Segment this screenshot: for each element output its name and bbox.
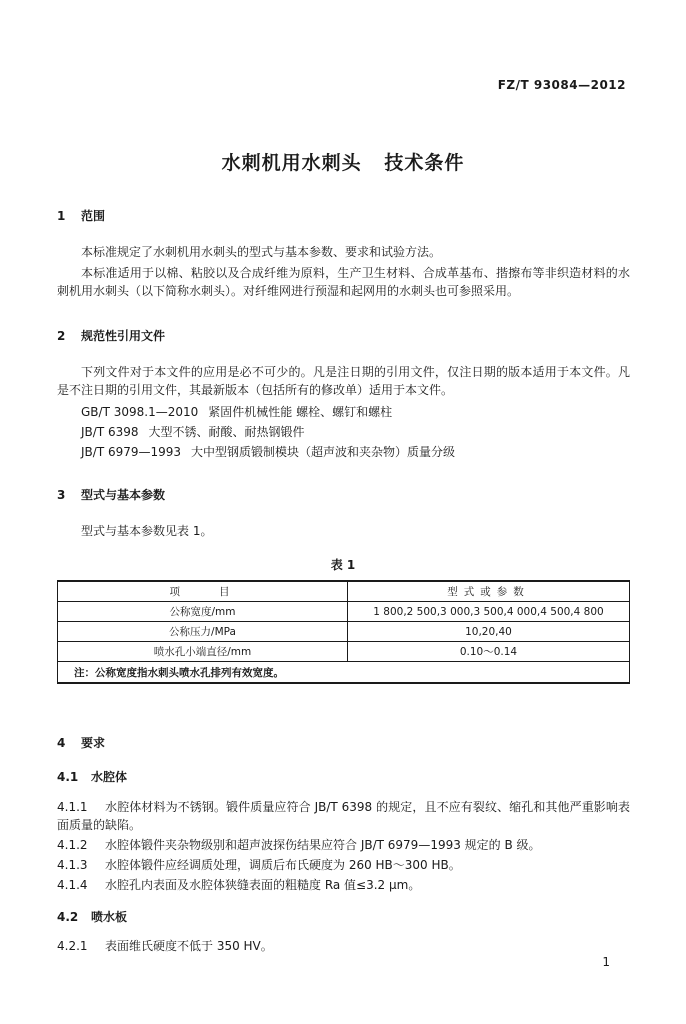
section-3-heading bbox=[57, 486, 165, 503]
standard-code: FZ/T 93084—2012 bbox=[497, 78, 626, 92]
clause-text: 水腔体材料为不锈钢。锻件质量应符合 JB/T 6398 的规定，且不应有裂纹、缩孔和其他严重影响表面质量的缺陷。 bbox=[57, 800, 630, 832]
reference-code: JB/T 6398 bbox=[81, 425, 139, 439]
table-cell: 1 800,2 500,3 000,3 500,4 000,4 500,4 800 bbox=[348, 602, 630, 622]
section-title: 型式与基本参数 bbox=[81, 488, 166, 502]
column-header-item: 项 目 bbox=[58, 581, 348, 602]
column-header-value: 型式或参数 bbox=[348, 581, 630, 602]
section-2-paragraph: 下列文件对于本文件的应用是必不可少的。凡是注日期的引用文件，仅注日期的版本适用于本文件。凡是不注日期的引用文件，其最新版本（包括所有的修改单）适用于本文件。 bbox=[57, 365, 630, 397]
clause-4-1-1 bbox=[57, 798, 630, 834]
reference-title: 大中型钢质锻制模块（超声波和夹杂物）质量分级 bbox=[191, 445, 456, 459]
reference-code: JB/T 6979—1993 bbox=[81, 445, 182, 459]
section-4-heading bbox=[57, 734, 105, 751]
subsection-number: 4.2 bbox=[57, 910, 79, 924]
subsection-4-1-heading bbox=[57, 768, 127, 785]
section-1-paragraph-2: 本标准适用于以棉、粘胶以及合成纤维为原料，生产卫生材料、合成革基布、揩擦布等非织造材料的水刺机用水刺头（以下简称水刺头）。对纤维网进行预湿和起网用的水刺头也可参照采用。 bbox=[57, 266, 630, 298]
subsection-title: 水腔体 bbox=[91, 770, 128, 784]
section-2-heading bbox=[57, 327, 165, 344]
table-cell: 公称宽度/mm bbox=[58, 602, 348, 622]
subsection-title: 喷水板 bbox=[91, 910, 128, 924]
clause-4-1-2 bbox=[57, 836, 630, 854]
clause-number: 4.1.3 bbox=[57, 858, 88, 872]
clause-number: 4.1.2 bbox=[57, 838, 88, 852]
clause-number: 4.1.1 bbox=[57, 800, 88, 814]
clause-number: 4.2.1 bbox=[57, 939, 88, 953]
table-note: 注：公称宽度指水刺头喷水孔排列有效宽度。 bbox=[58, 662, 630, 684]
clause-text: 表面维氏硬度不低于 350 HV。 bbox=[105, 939, 273, 953]
section-number: 3 bbox=[57, 488, 66, 502]
section-number: 4 bbox=[57, 736, 66, 750]
section-title: 规范性引用文件 bbox=[81, 329, 166, 343]
clause-4-2-1 bbox=[57, 937, 630, 955]
normative-reference bbox=[81, 443, 455, 461]
table-cell: 0.10～0.14 bbox=[348, 642, 630, 662]
table-cell: 喷水孔小端直径/mm bbox=[58, 642, 348, 662]
reference-title: 大型不锈、耐酸、耐热钢锻件 bbox=[148, 425, 305, 439]
section-3-paragraph: 型式与基本参数见表 1。 bbox=[81, 524, 213, 538]
section-1-heading bbox=[57, 207, 105, 224]
table-note-row bbox=[58, 662, 630, 684]
reference-title: 紧固件机械性能 螺栓、螺钉和螺柱 bbox=[208, 405, 393, 419]
table-header-row bbox=[58, 581, 630, 602]
table-cell: 10,20,40 bbox=[348, 622, 630, 642]
table-caption: 表 1 bbox=[330, 558, 356, 572]
section-title: 范围 bbox=[81, 209, 106, 223]
page-number: 1 bbox=[602, 955, 610, 969]
subsection-4-2-heading bbox=[57, 908, 127, 925]
clause-text: 水腔体锻件应经调质处理，调质后布氏硬度为 260 HB～300 HB。 bbox=[105, 858, 461, 872]
table-row bbox=[58, 622, 630, 642]
clause-4-1-3 bbox=[57, 856, 630, 874]
clause-text: 水腔体锻件夹杂物级别和超声波探伤结果应符合 JB/T 6979—1993 规定的 B 级。 bbox=[105, 838, 541, 852]
clause-4-1-4 bbox=[57, 876, 630, 894]
section-1-paragraph-1: 本标准规定了水刺机用水刺头的型式与基本参数、要求和试验方法。 bbox=[81, 245, 442, 259]
table-row bbox=[58, 602, 630, 622]
parameters-table bbox=[57, 580, 630, 684]
section-number: 2 bbox=[57, 329, 66, 343]
document-title: 水刺机用水刺头 技术条件 bbox=[221, 152, 465, 174]
reference-code: GB/T 3098.1—2010 bbox=[81, 405, 199, 419]
section-title: 要求 bbox=[81, 736, 106, 750]
section-number: 1 bbox=[57, 209, 66, 223]
table-cell: 公称压力/MPa bbox=[58, 622, 348, 642]
subsection-number: 4.1 bbox=[57, 770, 79, 784]
table-row bbox=[58, 642, 630, 662]
normative-reference bbox=[81, 423, 305, 441]
clause-number: 4.1.4 bbox=[57, 878, 88, 892]
normative-reference bbox=[81, 403, 392, 421]
clause-text: 水腔孔内表面及水腔体狭缝表面的粗糙度 Ra 值≤3.2 μm。 bbox=[105, 878, 421, 892]
